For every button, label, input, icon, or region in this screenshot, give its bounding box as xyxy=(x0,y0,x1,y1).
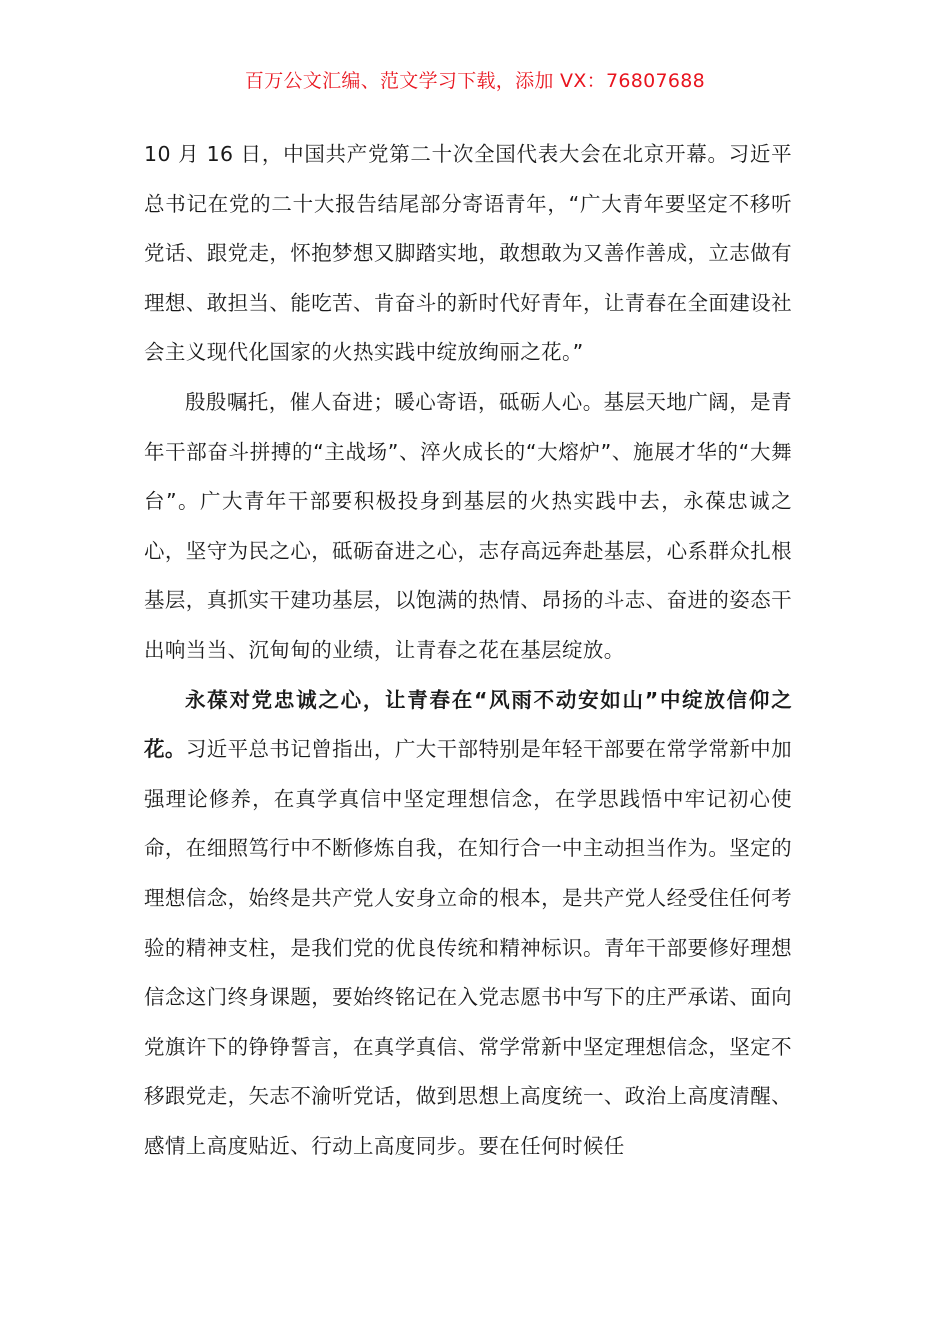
promo-header: 百万公文汇编、范文学习下载，添加 VX：76807688 xyxy=(244,70,706,92)
paragraph-second xyxy=(144,378,792,676)
document-body xyxy=(144,130,792,1171)
paragraph-text: 习近平总书记曾指出，广大干部特别是年轻干部要在常学常新中加强理论修养，在真学真信中坚定理想信念，在学思践悟中牢记初心使命，在细照笃行中不断修炼自我，在知行合一中主动担当作为。坚定的理想信念，始终是共产党人安身立命的根本，是共产党人经受住任何考验的精神支柱，是我们党的优良传统和精神标识。青年干部要修好理想信念这门终身课题，要始终铭记在入党志愿书中写下的庄严承诺、面向党旗许下的铮铮誓言，在真学真信、常学常新中坚定理想信念，坚定不移跟党走，矢志不渝听党话，做到思想上高度统一、政治上高度清醒、感情上高度贴近、行动上高度同步。要在任何时候任 xyxy=(144,737,792,1158)
paragraph-text: 殷殷嘱托，催人奋进；暖心寄语，砥砺人心。基层天地广阔，是青年干部奋斗拼搏的“主战场”、淬火成长的“大熔炉”、施展才华的“大舞台”。广大青年干部要积极投身到基层的火热实践中去，永葆忠诚之心，坚守为民之心，砥砺奋进之心，志存高远奔赴基层，心系群众扎根基层，真抓实干建功基层，以饱满的热情、昂扬的斗志、奋进的姿态干出响当当、沉甸甸的业绩，让青春之花在基层绽放。 xyxy=(144,389,792,662)
section-heading: 永葆对党忠诚之心，让青春在“风雨不动安如山”中绽放信仰之花。 xyxy=(144,687,792,762)
paragraph-text: 10 月 16 日，中国共产党第二十次全国代表大会在北京开幕。习近平总书记在党的二十大报告结尾部分寄语青年，“广大青年要坚定不移听党话、跟党走，怀抱梦想又脚踏实地，敢想敢为又善作善成，立志做有理想、敢担当、能吃苦、肯奋斗的新时代好青年，让青春在全面建设社会主义现代化国家的火热实践中绽放绚丽之花。” xyxy=(144,142,792,365)
paragraph-third xyxy=(144,676,792,1172)
paragraph-opening xyxy=(144,130,792,378)
